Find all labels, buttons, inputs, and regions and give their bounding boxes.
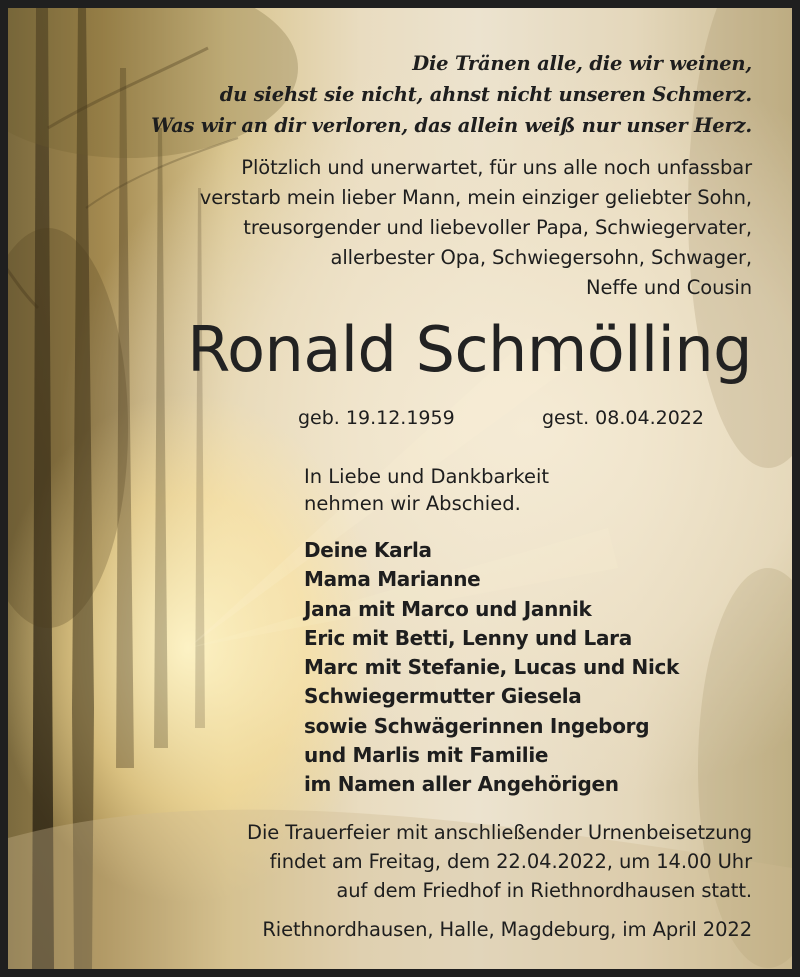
mourners-list	[304, 536, 679, 800]
mourner-line: Schwiegermutter Giesela	[304, 684, 582, 709]
farewell-line: nehmen wir Abschied.	[304, 492, 521, 515]
place-and-date: Riethnordhausen, Halle, Magdeburg, im April 2022	[262, 918, 752, 941]
mourner-line: Eric mit Betti, Lenny und Lara	[304, 625, 632, 650]
mourner-line: und Marlis mit Familie	[304, 743, 549, 768]
obituary-content	[8, 8, 792, 969]
poem	[151, 48, 752, 141]
intro-line: verstarb mein lieber Mann, mein einziger geliebter Sohn,	[199, 186, 752, 209]
mourner-line: sowie Schwägerinnen Ingeborg	[304, 713, 650, 738]
mourner-line: Marc mit Stefanie, Lucas und Nick	[304, 655, 680, 680]
death-date: gest. 08.04.2022	[542, 407, 704, 429]
intro-line: Plötzlich und unerwartet, für uns alle noch unfassbar	[241, 156, 752, 179]
mourner-line: Deine Karla	[304, 538, 432, 562]
funeral-line: auf dem Friedhof in Riethnordhausen statt.	[336, 879, 752, 902]
funeral-line: Die Trauerfeier mit anschließender Urnenbeisetzung	[247, 821, 752, 844]
mourner-line: im Namen aller Angehörigen	[304, 772, 619, 797]
mourner-line: Mama Marianne	[304, 567, 481, 592]
intro-text	[200, 153, 752, 303]
deceased-name: Ronald Schmölling	[187, 313, 752, 386]
farewell-line: In Liebe und Dankbarkeit	[304, 465, 550, 488]
poem-line: Die Tränen alle, die wir weinen,	[412, 52, 752, 75]
poem-line: Was wir an dir verloren, das allein weiß nur unser Herz.	[151, 114, 752, 137]
intro-line: Neffe und Cousin	[585, 276, 752, 299]
mourner-line: Jana mit Marco und Jannik	[304, 596, 592, 621]
funeral-info	[247, 818, 752, 905]
poem-line: du siehst sie nicht, ahnst nicht unseren Schmerz.	[219, 83, 752, 106]
farewell-text	[304, 463, 549, 517]
birth-date: geb. 19.12.1959	[298, 407, 455, 429]
intro-line: treusorgender und liebevoller Papa, Schwiegervater,	[243, 216, 752, 239]
funeral-line: findet am Freitag, dem 22.04.2022, um 14.00 Uhr	[269, 850, 752, 873]
intro-line: allerbester Opa, Schwiegersohn, Schwager,	[330, 246, 752, 269]
